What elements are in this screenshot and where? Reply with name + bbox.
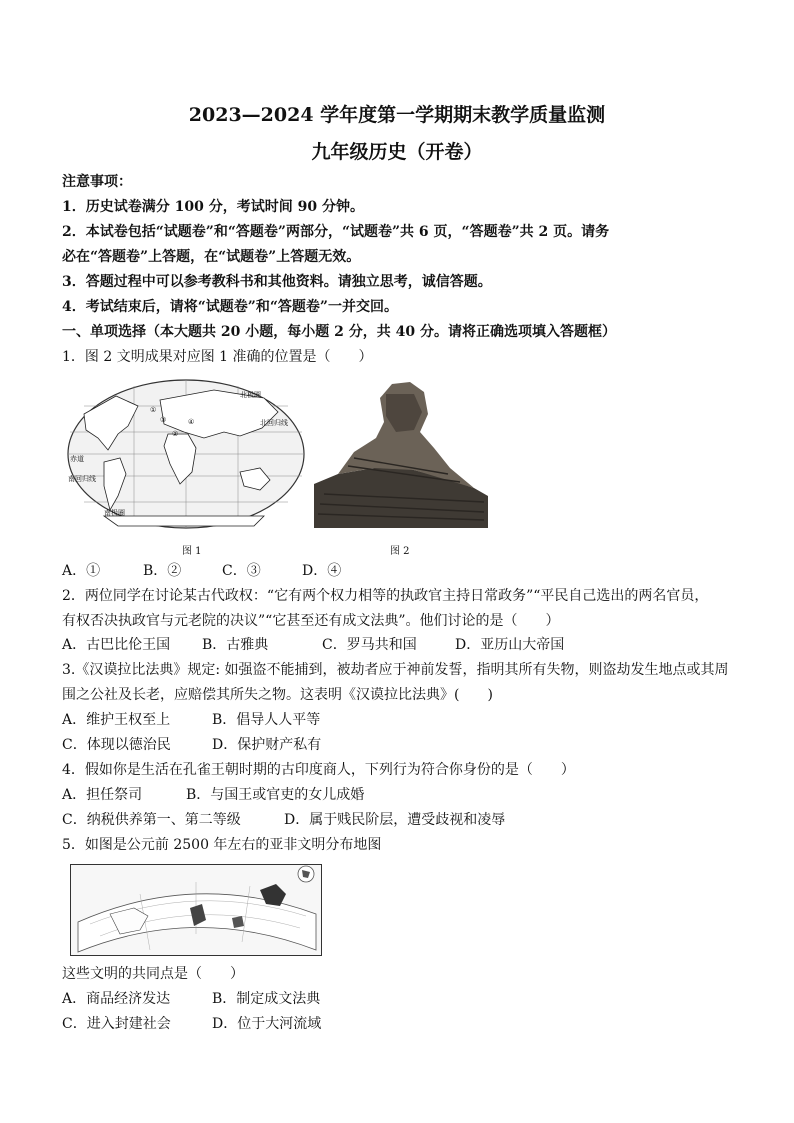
page-subtitle: 九年级历史（开卷） xyxy=(311,141,483,163)
q5-option-d: D．位于大河流域 xyxy=(212,1016,322,1032)
q4-option-a: A．担任祭司 xyxy=(62,787,143,803)
q2-option-d: D．亚历山大帝国 xyxy=(455,637,565,653)
q4-stem: 4．假如你是生活在孔雀王朝时期的古印度商人，下列行为符合你身份的是（ ） xyxy=(62,762,575,778)
q5-stem-2: 这些文明的共同点是（ ） xyxy=(62,966,244,982)
svg-text:①: ① xyxy=(150,406,157,414)
world-map-image xyxy=(64,376,308,532)
q5-option-a: A．商品经济发达 xyxy=(62,991,171,1007)
page-title: 2023—2024 学年度第一学期期末教学质量监测 xyxy=(188,104,606,126)
q2-stem-line1: 2．两位同学在讨论某古代政权：“它有两个权力相等的执政官主持日常政务”“平民自己选出的两名官员， xyxy=(62,588,709,604)
q2-option-c: C．罗马共和国 xyxy=(322,637,417,653)
q1-option-a: A．① xyxy=(62,563,101,579)
svg-text:②: ② xyxy=(172,430,179,438)
q4-option-d: D．属于贱民阶层，遭受歧视和凌辱 xyxy=(284,812,506,828)
q2-option-b: B．古雅典 xyxy=(202,637,269,653)
notice-item-1: 1．历史试卷满分 100 分，考试时间 90 分钟。 xyxy=(62,199,364,215)
q1-option-c: C．③ xyxy=(222,563,261,579)
notice-item-4: 4．考试结束后，请将“试题卷”和“答题卷”一并交回。 xyxy=(62,299,398,315)
asia-africa-map-figure xyxy=(70,864,322,956)
q3-option-c: C．体现以德治民 xyxy=(62,737,171,753)
notice-item-3: 3．答题过程中可以参考教科书和其他资料。请独立思考，诚信答题。 xyxy=(62,274,492,290)
notice-item-2-cont: 必在“答题卷”上答题，在“试题卷”上答题无效。 xyxy=(62,249,361,265)
q1-stem: 1．图 2 文明成果对应图 1 准确的位置是（ ） xyxy=(62,349,373,365)
section-heading: 一、单项选择（本大题共 20 小题，每小题 2 分，共 40 分。请将正确选项填入答题框） xyxy=(62,324,616,340)
q3-option-b: B．倡导人人平等 xyxy=(212,712,321,728)
q2-stem-line2: 有权否决执政官与元老院的决议”“它甚至还有成文法典”。他们讨论的是（ ） xyxy=(62,613,560,629)
q1-option-d: D．④ xyxy=(302,563,342,579)
map-label-arctic: 北极圈 xyxy=(240,391,261,399)
asia-africa-map-image xyxy=(70,864,322,956)
q5-option-b: B．制定成文法典 xyxy=(212,991,321,1007)
fig1-caption: 图 1 xyxy=(182,546,202,557)
notice-item-2: 2．本试卷包括“试题卷”和“答题卷”两部分，“试题卷”共 6 页，“答题卷”共 2 页。请务 xyxy=(62,224,610,240)
q3-option-d: D．保护财产私有 xyxy=(212,737,322,753)
q3-stem-line2: 围之公社及长老，应赔偿其所失之物。这表明《汉谟拉比法典》( ) xyxy=(62,687,493,703)
sphinx-photo xyxy=(314,378,488,528)
q5-stem: 5．如图是公元前 2500 年左右的亚非文明分布地图 xyxy=(62,837,382,853)
q3-option-a: A．维护王权至上 xyxy=(62,712,171,728)
q2-option-a: A．古巴比伦王国 xyxy=(62,637,171,653)
fig2-caption: 图 2 xyxy=(390,546,410,557)
svg-text:③: ③ xyxy=(160,416,167,424)
q1-option-b: B．② xyxy=(143,563,182,579)
q4-option-b: B．与国王或官吏的女儿成婚 xyxy=(186,787,365,803)
map-label-antarctic: 南极圈 xyxy=(104,509,125,517)
sphinx-image xyxy=(314,378,488,528)
q5-option-c: C．进入封建社会 xyxy=(62,1016,171,1032)
q3-stem-line1: 3.《汉谟拉比法典》规定: 如强盗不能捕到，被劫者应于神前发誓，指明其所有失物，则盗劫发生地点或其周 xyxy=(62,662,729,678)
svg-text:④: ④ xyxy=(188,418,195,426)
map-label-tropic-cancer: 北回归线 xyxy=(260,419,288,427)
map-label-equator: 赤道 xyxy=(70,455,84,463)
map-label-tropic-capricorn: 南回归线 xyxy=(68,475,96,483)
q4-option-c: C．纳税供养第一、第二等级 xyxy=(62,812,241,828)
world-map-figure xyxy=(64,376,308,532)
notice-heading: 注意事项： xyxy=(62,174,132,190)
